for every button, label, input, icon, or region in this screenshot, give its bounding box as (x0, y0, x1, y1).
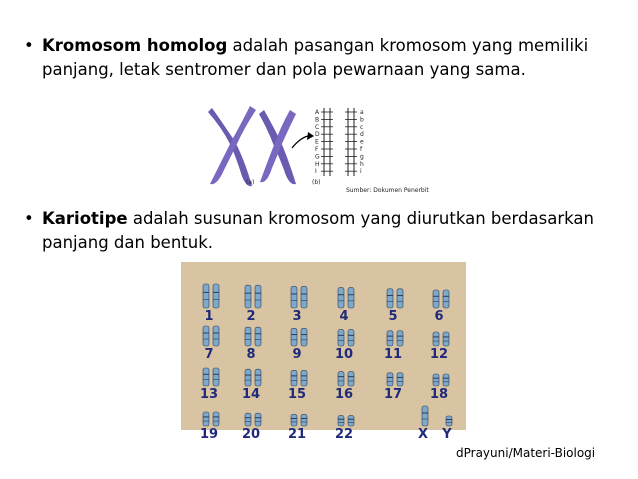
chromosome (397, 331, 403, 346)
locus-label-upper: H (315, 160, 320, 168)
bullet-kariotipe (24, 207, 604, 255)
chromosome (338, 288, 344, 308)
karyotype-label: 8 (246, 347, 256, 362)
karyotype-label: 4 (339, 309, 349, 324)
chromosome (433, 374, 439, 386)
chromosome (213, 412, 219, 426)
locus-label-upper: C (315, 123, 320, 131)
locus-label-lower: b (360, 116, 364, 124)
chromosome (338, 416, 344, 426)
term-kromosom-homolog: Kromosom homolog (42, 36, 228, 55)
locus-label-upper: A (315, 109, 320, 116)
karyotype-label: 1 (204, 309, 214, 324)
locus-label-upper: B (315, 116, 320, 124)
bullet-dot: • (24, 36, 34, 55)
bullet-dot: • (24, 209, 34, 228)
locus-label-lower: d (360, 131, 364, 139)
locus-label-lower: c (360, 123, 364, 131)
chromosome (245, 369, 251, 386)
locus-label-lower: e (360, 138, 364, 146)
chromosome (245, 413, 251, 426)
locus-label-lower: h (360, 160, 364, 168)
karyotype-label: 6 (434, 309, 444, 324)
karyotype-image (181, 262, 466, 442)
chromosome (433, 290, 439, 308)
chromosome (291, 370, 297, 386)
locus-label-lower: g (360, 153, 364, 161)
karyotype-label: 9 (292, 347, 302, 362)
chromosome (291, 286, 297, 308)
chromosome (433, 332, 439, 346)
term-kariotipe: Kariotipe (42, 209, 128, 228)
chromosome (291, 328, 297, 346)
locus-label-upper: D (315, 131, 320, 139)
bullet-kromosom-homolog (24, 34, 604, 82)
chromosome (443, 290, 449, 308)
bullet-text (42, 34, 604, 82)
label-a: (a) (246, 179, 255, 186)
locus-label-lower: a (360, 109, 364, 116)
chromosome (203, 284, 209, 308)
definition-kromosom-homolog: adalah pasangan kromosom yang memiliki panjang, letak sentromer dan pola pewarnaan yang sama. (42, 36, 589, 79)
chromosome (213, 368, 219, 386)
chromosome (348, 372, 354, 386)
chromosome (203, 326, 209, 346)
karyotype-label: 13 (199, 387, 219, 402)
chromosome (203, 412, 209, 426)
chromosome (213, 284, 219, 308)
chromosome-pair-right (259, 110, 296, 184)
karyotype-label: 20 (241, 427, 261, 442)
karyotype-label: X (417, 427, 429, 442)
chromosome (255, 413, 261, 426)
chromosome (387, 331, 393, 346)
karyotype-label: 11 (383, 347, 403, 362)
karyotype-label: 10 (334, 347, 354, 362)
chromosome (338, 372, 344, 386)
karyotype-label: 2 (246, 309, 256, 324)
chromosome (338, 330, 344, 346)
chromosome (348, 288, 354, 308)
chromosome (301, 328, 307, 346)
karyotype-label: 16 (334, 387, 354, 402)
chromosome (301, 286, 307, 308)
label-b: (b) (312, 179, 321, 186)
chromosome (443, 374, 449, 386)
karyotype-label: 7 (204, 347, 214, 362)
bullet-text (42, 207, 604, 255)
chromosome-pair-left (208, 106, 256, 186)
chromosome (397, 289, 403, 308)
homolog-chromosome-figure (200, 100, 429, 196)
karyotype-label: 12 (429, 347, 449, 362)
chromosome (422, 406, 428, 426)
credit-text: dPrayuni/Materi-Biologi (456, 446, 596, 460)
chromosome (446, 416, 452, 426)
karyotype-label: 17 (383, 387, 403, 402)
locus-label-upper: E (315, 138, 319, 146)
chromosome (255, 327, 261, 346)
chromosome (291, 414, 297, 426)
chromosome (245, 285, 251, 308)
chromosome (397, 373, 403, 386)
locus-label-upper: F (315, 146, 319, 153)
karyotype-label: Y (442, 427, 452, 442)
karyotype-label: 18 (429, 387, 449, 402)
karyotype-label: 22 (334, 427, 354, 442)
arrow (292, 136, 308, 148)
definition-kariotipe: adalah susunan kromosom yang diurutkan berdasarkan panjang dan bentuk. (42, 209, 594, 252)
chromosome (255, 369, 261, 386)
chromosome (213, 326, 219, 346)
chromosome (387, 373, 393, 386)
karyotype-label: 3 (292, 309, 302, 324)
locus-label-upper: I (315, 168, 317, 176)
chromosome (348, 416, 354, 426)
chromosome (245, 327, 251, 346)
chromosome (203, 368, 209, 386)
chromosome (387, 289, 393, 308)
chromosome (301, 414, 307, 426)
chromosome (255, 285, 261, 308)
chromosome (348, 330, 354, 346)
karyotype-label: 15 (287, 387, 307, 402)
chromosome (443, 332, 449, 346)
karyotype-label: 19 (199, 427, 219, 442)
karyotype-label: 5 (388, 309, 398, 324)
locus-label-upper: G (315, 153, 320, 161)
karyotype-label: 14 (241, 387, 261, 402)
chromosome (301, 370, 307, 386)
locus-label-lower: i (360, 168, 362, 176)
karyotype-label: 21 (287, 427, 307, 442)
figure-source: Sumber: Dokumen Penerbit (346, 187, 429, 194)
locus-label-lower: f (360, 146, 363, 153)
